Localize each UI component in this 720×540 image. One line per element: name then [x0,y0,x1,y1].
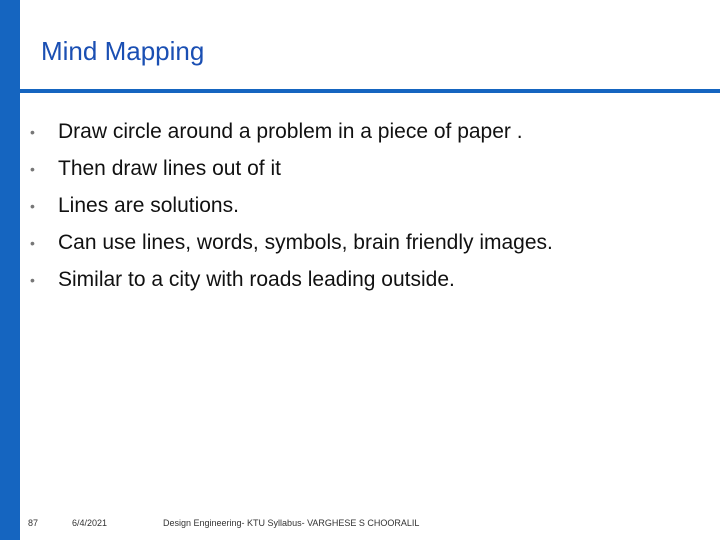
bullet-list [30,115,553,300]
footer-text: Design Engineering- KTU Syllabus- VARGHESE S CHOORALIL [163,518,420,528]
bullet-dot-icon: • [30,124,35,140]
slide-number: 87 [28,518,39,528]
bullet-item [30,189,553,226]
left-accent-bar [0,0,20,540]
bullet-dot-icon: • [30,161,35,177]
bullet-item [30,152,553,189]
bullet-dot-icon: • [30,198,35,214]
bullet-text: Then draw lines out of it [58,157,281,180]
bullet-dot-icon: • [30,272,35,288]
bullet-item [30,115,553,152]
bullet-item [30,263,553,300]
bullet-text: Draw circle around a problem in a piece of paper . [58,120,523,143]
bullet-text: Lines are solutions. [58,194,239,217]
footer-date: 6/4/2021 [72,518,108,528]
bullet-text: Similar to a city with roads leading outside. [58,268,455,291]
slide-title: Mind Mapping [41,36,205,66]
bullet-text: Can use lines, words, symbols, brain friendly images. [58,231,553,254]
bullet-dot-icon: • [30,235,35,251]
bullet-item [30,226,553,263]
title-divider [20,89,720,93]
